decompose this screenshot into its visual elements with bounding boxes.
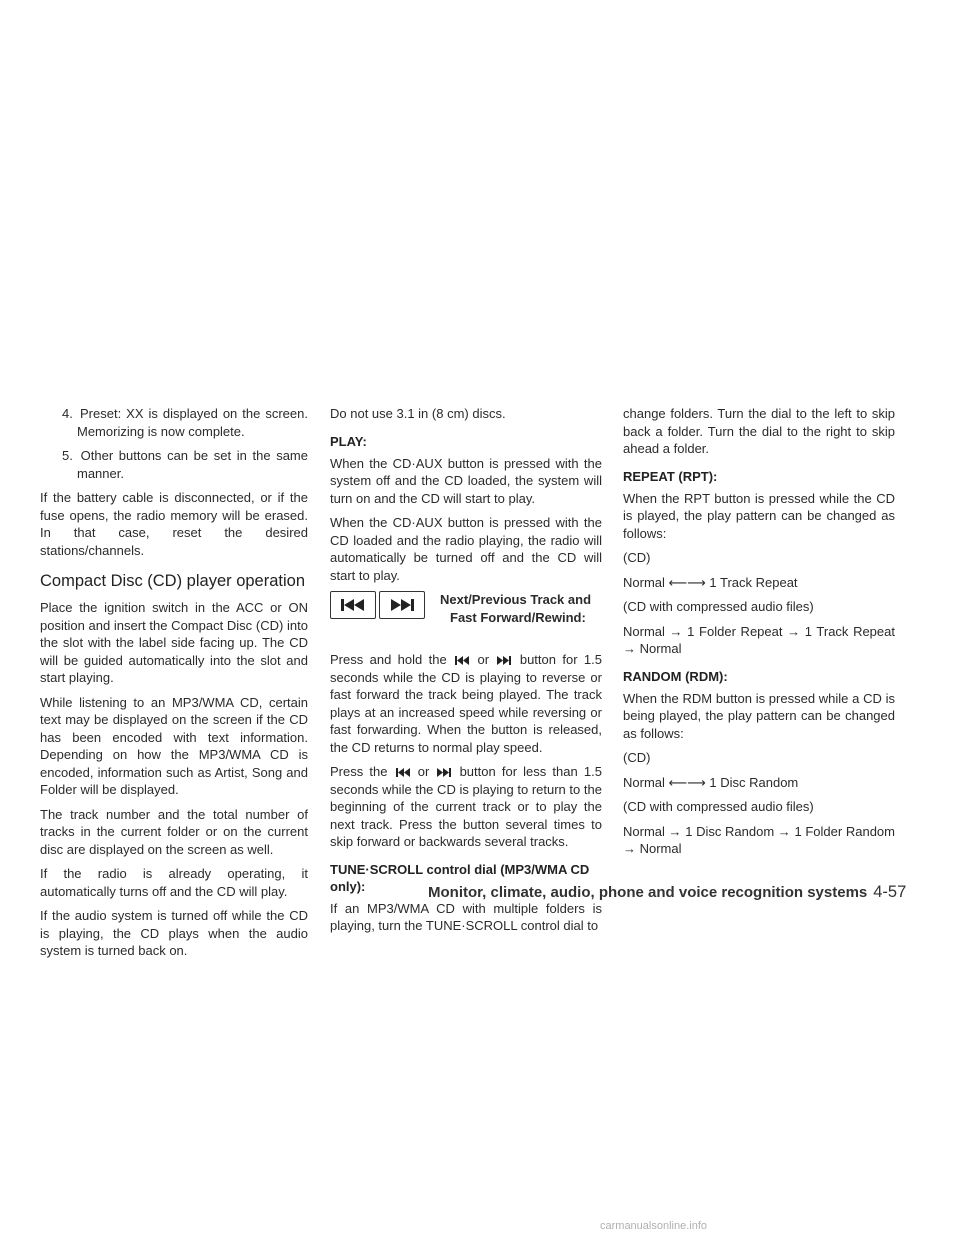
paragraph: When the CD·AUX button is pressed with the CD loaded and the radio playing, the radio will automatically be turned off and the CD will start to play. [330, 515, 602, 583]
previous-track-button-illustration [330, 591, 376, 619]
watermark: carmanualsonline.info [600, 1220, 708, 1232]
previous-track-icon [455, 656, 469, 665]
press-hold-paragraph: Press and hold the or button for 1.5 seconds while the CD is playing to reverse or fast forward the track being played. The track plays at an increased speed while reversing or fast forwarding. When the button is released, the CD returns to normal play speed. [330, 652, 602, 755]
track-buttons-figure [330, 591, 602, 643]
column-3 [623, 405, 895, 865]
repeat-sequence: Normal ⟵⟶ 1 Track Repeat [623, 574, 798, 590]
paragraph: If an MP3/WMA CD with multiple folders is playing, turn the TUNE·SCROLL control dial to [330, 900, 602, 933]
tune-scroll-heading: TUNE·SCROLL control dial (MP3/WMA CD only): [330, 861, 590, 894]
paragraph: While listening to an MP3/WMA CD, certain text may be displayed on the screen if the CD has been encoded with text information. Depending on how the MP3/WMA CD is encoded, information such as Artist, Song and Folder will be displayed. [40, 694, 308, 797]
column-1 [40, 405, 308, 967]
next-track-button-illustration [379, 591, 425, 619]
paragraph: When the RPT button is pressed while the CD is played, the play pattern can be changed as follows: [623, 490, 895, 541]
paragraph: Do not use 3.1 in (8 cm) discs. [330, 406, 506, 421]
next-track-icon [437, 768, 451, 777]
mode-label: (CD) [623, 750, 651, 765]
paragraph: If the audio system is turned off while the CD is playing, the CD plays when the audio system is turned back on. [40, 908, 308, 958]
paragraph: When the CD·AUX button is pressed with the system off and the CD loaded, the system will turn on and the CD will start to play. [330, 455, 602, 506]
paragraph: When the RDM button is pressed while a CD is being played, the play pattern can be changed as follows: [623, 690, 895, 741]
section-title: Monitor, climate, audio, phone and voice recognition systems [428, 884, 868, 901]
random-heading: RANDOM (RDM): [623, 668, 728, 684]
list-item-5: 5. Other buttons can be set in the same manner. [62, 448, 308, 481]
previous-track-icon [396, 768, 410, 777]
repeat-sequence: Normal → 1 Folder Repeat → 1 Track Repeat → Normal [623, 623, 895, 656]
random-sequence: Normal ⟵⟶ 1 Disc Random [623, 774, 799, 790]
repeat-heading: REPEAT (RPT): [623, 468, 718, 484]
previous-track-icon [340, 598, 366, 612]
press-paragraph: Press the or button for less than 1.5 seconds while the CD is playing to return to the beginning of the current track or to play the next track. Press the button several times to skip forward or backwards several tracks. [330, 764, 602, 849]
paragraph: change folders. Turn the dial to the left to skip back a folder. Turn the dial to the right to skip ahead a folder. [623, 406, 895, 456]
column-2 [330, 405, 602, 942]
paragraph: If the radio is already operating, it automatically turns off and the CD will play. [40, 866, 308, 899]
play-heading: PLAY: [330, 433, 367, 449]
random-sequence: Normal → 1 Disc Random → 1 Folder Random → Normal [623, 823, 895, 856]
paragraph: The track number and the total number of tracks in the current folder or on the current disc are displayed on the screen as well. [40, 806, 308, 857]
mode-label: (CD) [623, 550, 651, 565]
section-heading: Compact Disc (CD) player operation [40, 572, 306, 590]
page-number: 4-57 [873, 883, 907, 901]
paragraph: Place the ignition switch in the ACC or ON position and insert the Compact Disc (CD) into the slot with the label side facing up. The CD will be guided automatically into the slot and start playing. [40, 600, 308, 685]
mode-label: (CD with compressed audio files) [623, 799, 814, 814]
list-item-4: 4. Preset: XX is displayed on the screen. Memorizing is now complete. [62, 406, 308, 439]
next-track-icon [497, 656, 511, 665]
next-track-icon [389, 598, 415, 612]
page-footer [428, 883, 907, 902]
battery-paragraph: If the battery cable is disconnected, or if the fuse opens, the radio memory will be erased. In that case, reset the desired stations/channels. [40, 490, 308, 558]
mode-label: (CD with compressed audio files) [623, 599, 814, 614]
track-buttons-heading: Next/Previous Track and Fast Forward/Rewind: [440, 592, 592, 625]
